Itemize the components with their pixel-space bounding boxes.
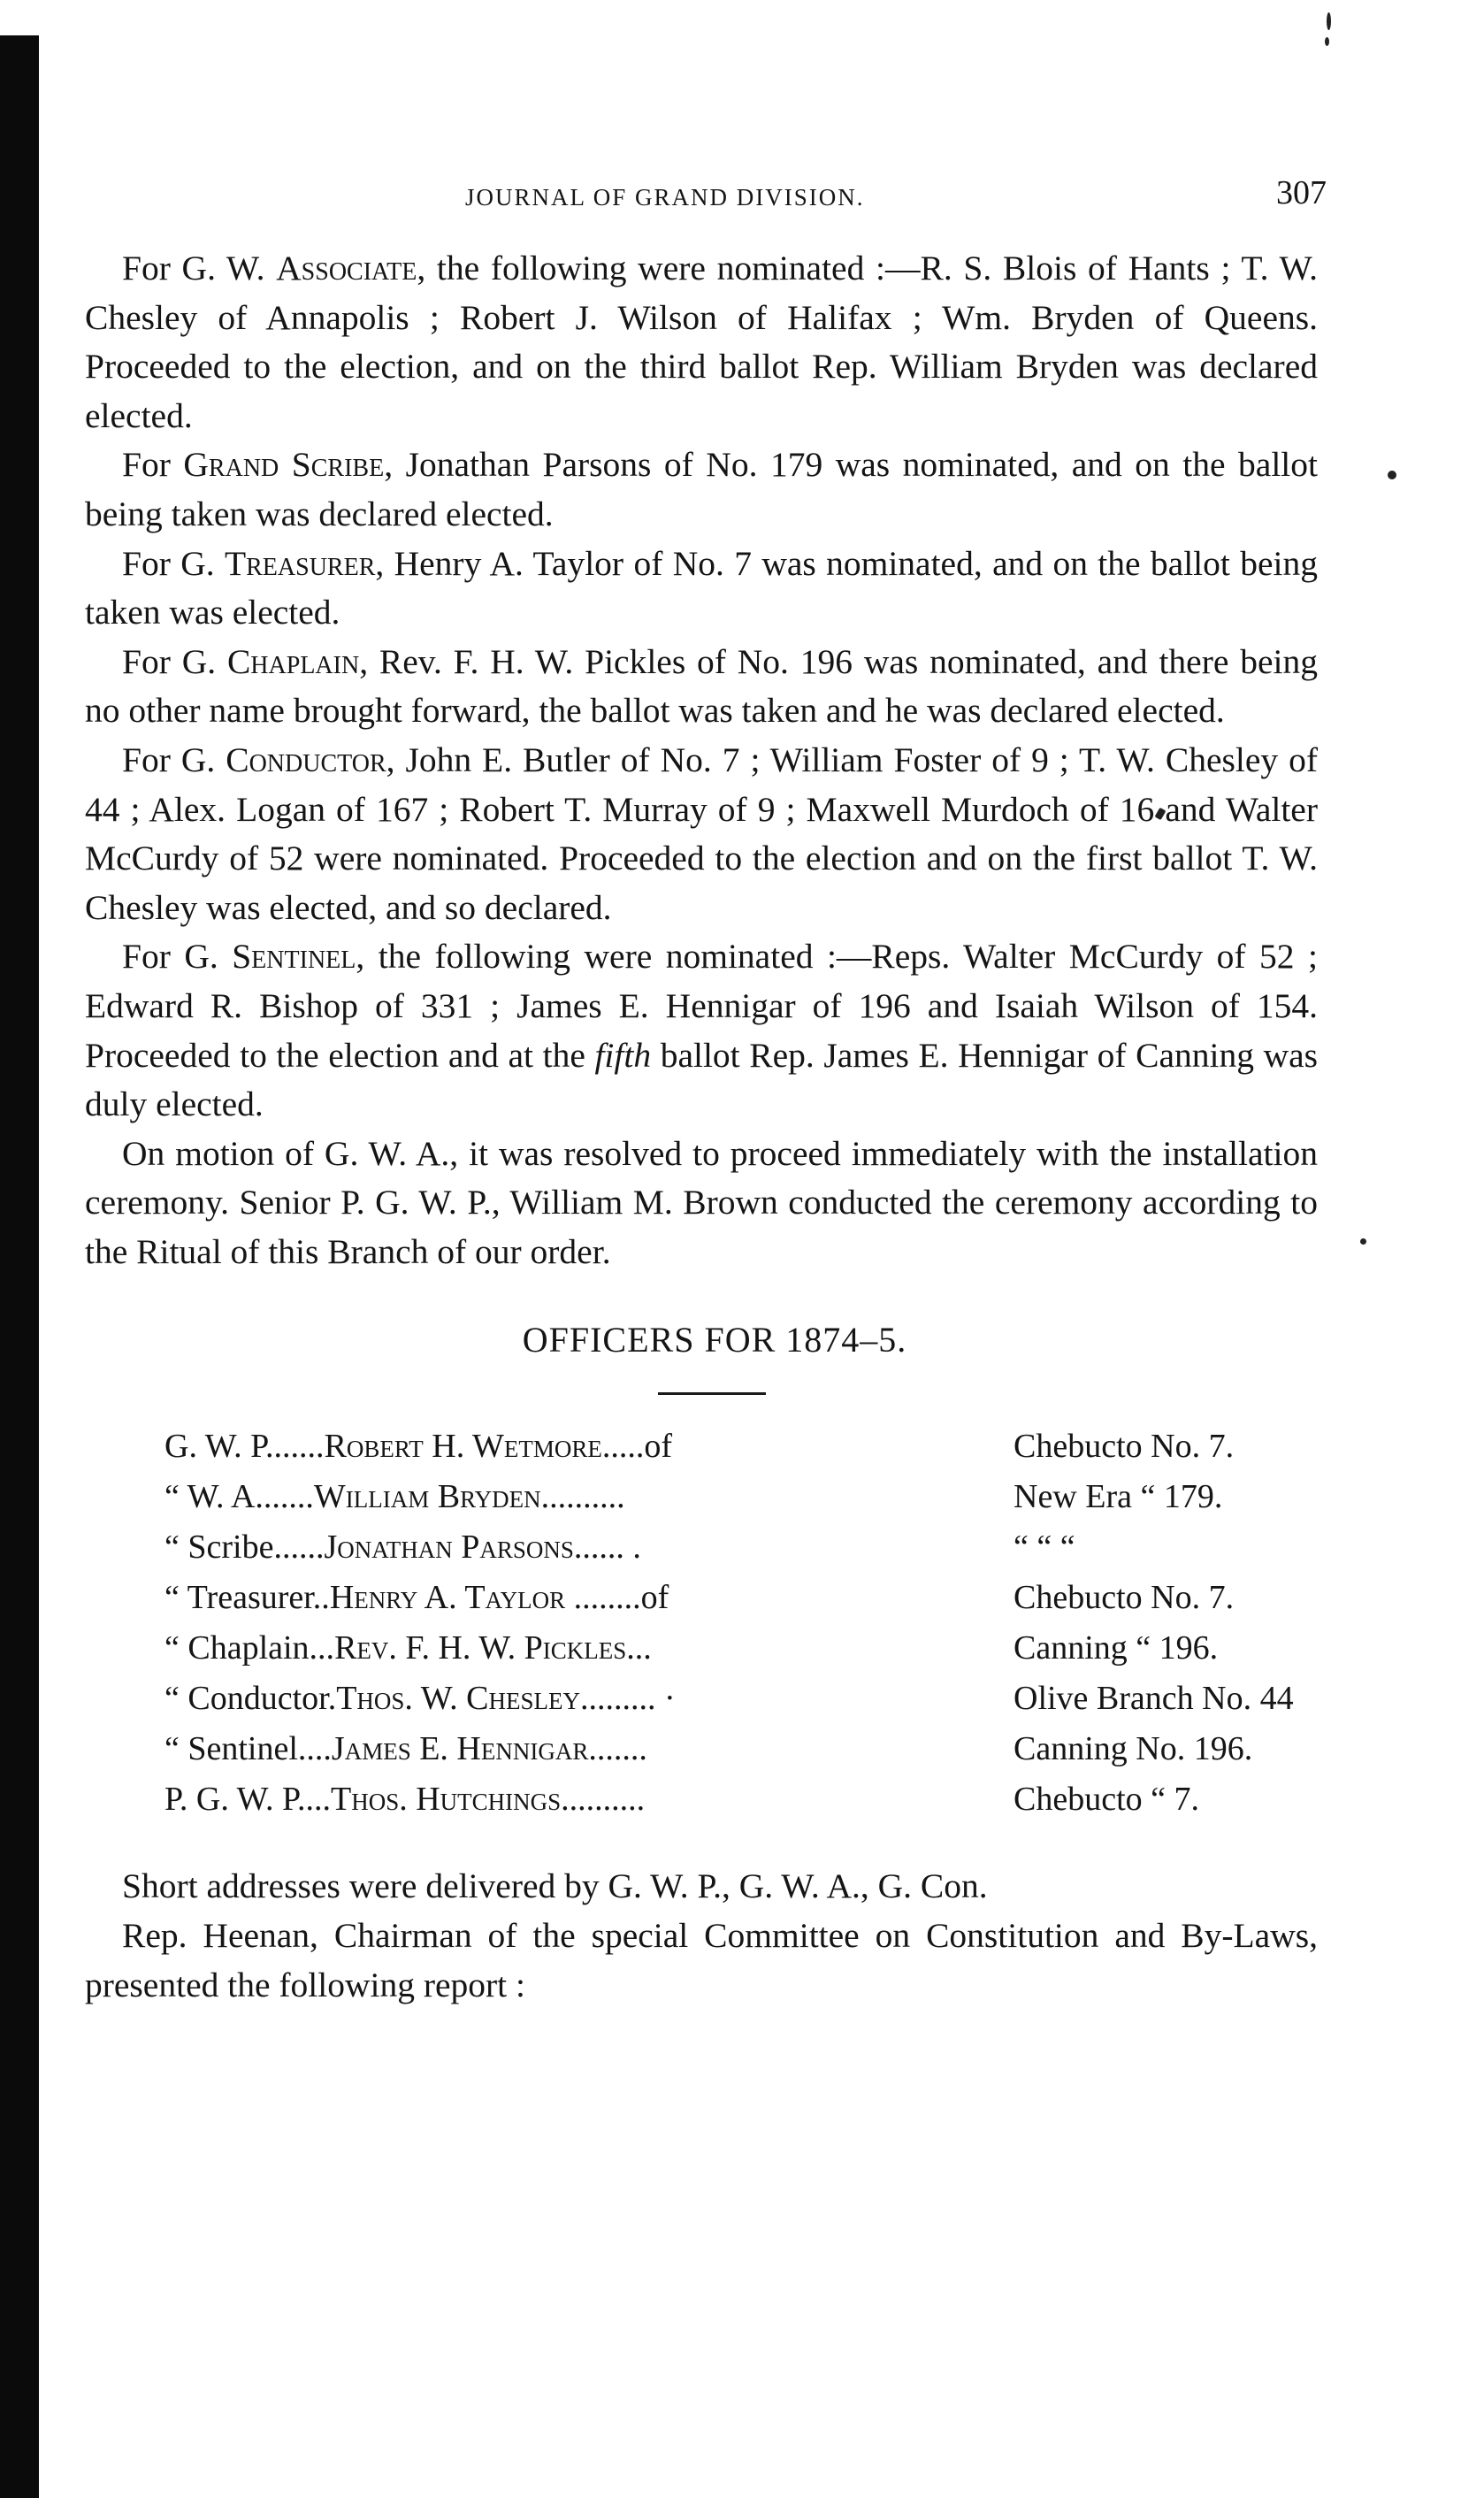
office-small-caps: Grand Scribe: [183, 445, 385, 485]
paragraph-conductor: [85, 736, 1318, 932]
paragraph-chaplain: [85, 638, 1318, 736]
officer-office: G. W. P.......: [164, 1428, 325, 1466]
officer-division: Canning No. 196.: [1014, 1730, 1253, 1768]
officer-office: “ Treasurer..: [164, 1579, 330, 1617]
officer-name: Robert H. Wetmore: [324, 1428, 602, 1466]
officer-name: Henry A. Taylor: [329, 1579, 566, 1617]
officer-division: Chebucto No. 7.: [1014, 1428, 1235, 1466]
text-run: For G.: [122, 739, 226, 779]
paragraph-associate: [85, 244, 1318, 441]
officer-office: “ Scribe......: [164, 1529, 325, 1567]
scan-speck: [1327, 12, 1331, 30]
page-binding-edge: [0, 35, 39, 2498]
officer-name: James E. Hennigar: [331, 1730, 589, 1768]
officer-name: Thos. Hutchings: [330, 1781, 562, 1819]
scan-speck: [1388, 471, 1396, 479]
officers-list: [164, 1421, 1318, 1825]
running-head: JOURNAL OF GRAND DIVISION.: [465, 184, 865, 211]
officer-office: “ W. A.......: [164, 1478, 314, 1516]
text-run: , Rev. F. H. W. Pickles of No. 196 was nominated, and there being no other name brought forward, the ballot was taken and he was declared elected.: [85, 641, 1318, 731]
officer-leader: .....of: [601, 1428, 673, 1466]
officer-entry: [164, 1724, 1014, 1774]
text-run: For G.: [122, 641, 227, 681]
officers-title: OFFICERS FOR 1874–5.: [522, 1320, 907, 1360]
text-run: For: [122, 445, 184, 485]
officer-leader: ......... ·: [579, 1680, 676, 1718]
page-number: 307: [1276, 174, 1327, 211]
officer-leader: ........of: [565, 1579, 669, 1617]
officer-division: Chebucto “ 7.: [1014, 1781, 1200, 1819]
paragraph-installation: On motion of G. W. A., it was resolved to proceed immediately with the installation ceremony. Senior P. G. W. P., William M. Brown conducted the ceremony according to the Ritual of this Branch of our order.: [85, 1133, 1318, 1271]
officer-row: [164, 1674, 1318, 1724]
text-run: , Jonathan Parsons of No. 179 was nominated, and on the ballot being taken was declared elected.: [85, 445, 1318, 533]
officer-division: “ “ “: [1014, 1529, 1075, 1567]
officer-row: [164, 1472, 1318, 1522]
officer-entry: [164, 1522, 1014, 1573]
document-page: [85, 168, 1327, 2010]
officer-name: Thos. W. Chesley: [336, 1680, 580, 1718]
scan-speck: [1360, 1238, 1366, 1245]
text-run: For G. W.: [122, 249, 277, 287]
officer-row: [164, 1522, 1318, 1573]
officer-entry: [164, 1623, 1014, 1674]
officer-leader: ...: [626, 1629, 652, 1667]
closing-text: [85, 1862, 1318, 2010]
officer-office: “ Sentinel....: [164, 1730, 332, 1768]
officer-row: [164, 1573, 1318, 1623]
text-run: , the following were nominated :—R. S. Blois of Hants ; T. W. Chesley of Annapolis ; Robert J. Wilson of Halifax ; Wm. Bryden of Queens. Proceeded to the election, and on the third ballot Rep. William Bryden was declared elected.: [85, 249, 1318, 435]
officer-office: P. G. W. P....: [164, 1781, 331, 1819]
officer-entry: [164, 1573, 1014, 1623]
officer-office: “ Chaplain...: [164, 1629, 335, 1667]
office-small-caps: Treasurer: [225, 543, 376, 583]
officer-leader: ..........: [540, 1478, 625, 1516]
text-run: , John E. Butler of No. 7 ; William Foster of 9 ; T. W. Chesley of 44 ; Alex. Logan of 167 ; Robert T. Murray of 9 ; Maxwell Murdoch of 16 and Walter McCurdy of 52 were nominated. Proceeded to the election and on the first ballot T. W. Chesley was elected, and so declared.: [85, 739, 1318, 927]
officer-entry: [164, 1472, 1014, 1522]
officer-name: Jonathan Parsons: [324, 1529, 574, 1567]
officer-entry: [164, 1674, 1014, 1724]
text-run: , Henry A. Taylor of No. 7 was nominated, and on the ballot being taken was elected.: [85, 543, 1318, 632]
officer-division: Olive Branch No. 44: [1014, 1680, 1294, 1718]
scan-speck: [1325, 37, 1329, 46]
officer-division: Canning “ 196.: [1014, 1629, 1219, 1667]
title-rule: [658, 1392, 766, 1395]
paragraph-scribe: [85, 441, 1318, 539]
text-run: ballot Rep. James E. Hennigar of Canning was duly elected.: [85, 1035, 1318, 1124]
officer-division: New Era “ 179.: [1014, 1478, 1223, 1516]
officer-leader: ..........: [561, 1781, 646, 1819]
officer-leader: .......: [588, 1730, 647, 1768]
officer-name: William Bryden: [313, 1478, 541, 1516]
italic-word: fifth: [594, 1035, 652, 1075]
officer-office: “ Conductor.: [164, 1680, 337, 1718]
text-run: For G.: [122, 543, 225, 583]
officer-entry: [164, 1774, 1014, 1825]
text-run: For G.: [122, 937, 233, 977]
text-run: , the following were nominated :—Reps. Walter McCurdy of 52 ; Edward R. Bishop of 331 ; James E. Hennigar of 196 and Isaiah Wilson of 154. Proceeded to the election and at the: [85, 937, 1318, 1075]
paragraph-committee-report: Rep. Heenan, Chairman of the special Committee on Constitution and By-Laws, presented the following report :: [85, 1916, 1318, 2004]
officer-row: [164, 1421, 1318, 1472]
page-header: [85, 168, 1327, 230]
officer-entry: [164, 1421, 1014, 1472]
officer-row: [164, 1724, 1318, 1774]
officer-row: [164, 1774, 1318, 1825]
paragraph-addresses: Short addresses were delivered by G. W. P., G. W. A., G. Con.: [122, 1866, 988, 1906]
office-small-caps: Associate: [276, 249, 417, 287]
office-small-caps: Conductor: [226, 739, 386, 779]
paragraph-sentinel: [85, 932, 1318, 1129]
paragraph-treasurer: [85, 540, 1318, 638]
officer-name: Rev. F. H. W. Pickles: [334, 1629, 627, 1667]
officer-row: [164, 1623, 1318, 1674]
body-text: [85, 244, 1318, 1276]
office-small-caps: Chaplain: [226, 641, 360, 681]
office-small-caps: Sentinel: [232, 937, 356, 977]
officer-leader: ...... .: [573, 1529, 641, 1567]
officer-division: Chebucto No. 7.: [1014, 1579, 1235, 1617]
